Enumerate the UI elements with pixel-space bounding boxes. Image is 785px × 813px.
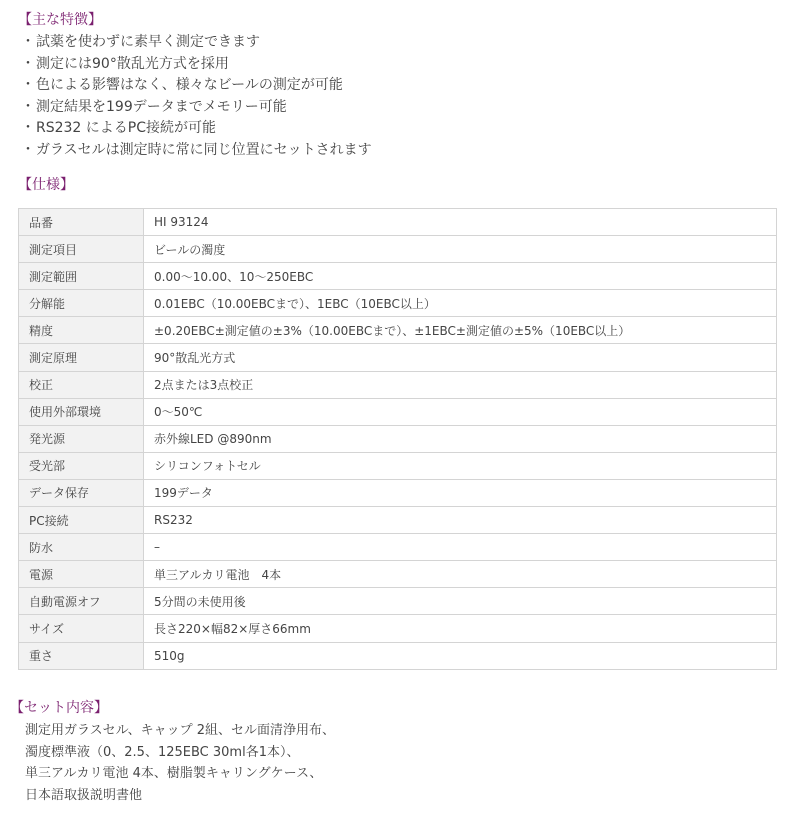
feature-text: 測定結果を199データまでメモリー可能 [36,98,287,115]
spec-row [19,479,777,506]
spec-label: PC接続 [19,507,144,534]
spec-row [19,398,777,425]
set-contents-line: 濁度標準液（0、2.5、125EBC 30ml各1本）、 [25,744,300,760]
spec-value: 90°散乱光方式 [144,344,777,371]
spec-value: 長さ220×幅82×厚さ66mm [144,615,777,642]
spec-row [19,425,777,452]
spec-value: ビールの濁度 [144,236,777,263]
spec-label: 電源 [19,561,144,588]
bullet-icon: ・ [21,141,35,158]
feature-text: ガラスセルは測定時に常に同じ位置にセットされます [36,141,372,158]
spec-row [19,642,777,669]
spec-value: 510g [144,642,777,669]
feature-item [18,54,372,76]
spec-value: 0.00〜10.00、10〜250EBC [144,263,777,290]
spec-value: 2点または3点校正 [144,371,777,398]
spec-label: 発光源 [19,425,144,452]
spec-row [19,317,777,344]
set-contents-line: 日本語取扱説明書他 [25,787,143,803]
feature-text: 試薬を使わずに素早く測定できます [36,34,260,50]
feature-item [18,118,372,140]
spec-row [19,290,777,317]
spec-heading: 【仕様】 [18,177,74,193]
spec-label: 防水 [19,534,144,561]
spec-row [19,371,777,398]
spec-value: – [144,534,777,561]
spec-row [19,507,777,534]
spec-label: 重さ [19,642,144,669]
spec-row [19,588,777,615]
spec-label: データ保存 [19,479,144,506]
spec-value: 199データ [144,479,777,506]
spec-label: サイズ [19,615,144,642]
feature-text: 測定には90°散乱光方式を採用 [36,55,229,72]
spec-label: 測定項目 [19,236,144,263]
set-contents-heading: 【セット内容】 [10,700,108,716]
spec-value: 5分間の未使用後 [144,588,777,615]
features-list [18,32,372,162]
spec-label: 測定原理 [19,344,144,371]
spec-value: HI 93124 [144,209,777,236]
spec-value: ±0.20EBC±測定値の±3%（10.00EBCまで）、±1EBC±測定値の±5%（10EBC以上） [144,317,777,344]
set-contents-list [25,720,335,806]
spec-value: シリコンフォトセル [144,452,777,479]
bullet-icon: ・ [21,77,35,94]
spec-label: 校正 [19,371,144,398]
feature-item [18,97,372,119]
features-heading: 【主な特徴】 [18,12,102,28]
spec-label: 分解能 [19,290,144,317]
bullet-icon: ・ [21,55,35,72]
spec-value: 赤外線LED @890nm [144,425,777,452]
feature-text: 色による影響はなく、様々なビールの測定が可能 [36,77,343,94]
spec-row [19,452,777,479]
feature-item [18,140,372,162]
spec-row [19,534,777,561]
spec-label: 品番 [19,209,144,236]
feature-item [18,32,372,54]
spec-value: 0〜50℃ [144,398,777,425]
bullet-icon: ・ [21,34,35,50]
spec-label: 精度 [19,317,144,344]
spec-row [19,209,777,236]
feature-item [18,75,372,97]
spec-value: RS232 [144,507,777,534]
spec-value: 単三アルカリ電池 4本 [144,561,777,588]
spec-row [19,263,777,290]
spec-label: 自動電源オフ [19,588,144,615]
spec-row [19,561,777,588]
bullet-icon: ・ [21,120,35,137]
spec-row [19,236,777,263]
feature-text: RS232 によるPC接続が可能 [36,120,217,137]
spec-label: 使用外部環境 [19,398,144,425]
bullet-icon: ・ [21,98,35,115]
set-contents-line: 単三アルカリ電池 4本、樹脂製キャリングケース、 [25,766,323,782]
set-contents-line: 測定用ガラスセル、キャップ 2組、セル面清浄用布、 [25,723,335,738]
spec-table [18,208,777,670]
spec-label: 受光部 [19,452,144,479]
spec-row [19,615,777,642]
spec-row [19,344,777,371]
spec-label: 測定範囲 [19,263,144,290]
spec-value: 0.01EBC（10.00EBCまで）、1EBC（10EBC以上） [144,290,777,317]
